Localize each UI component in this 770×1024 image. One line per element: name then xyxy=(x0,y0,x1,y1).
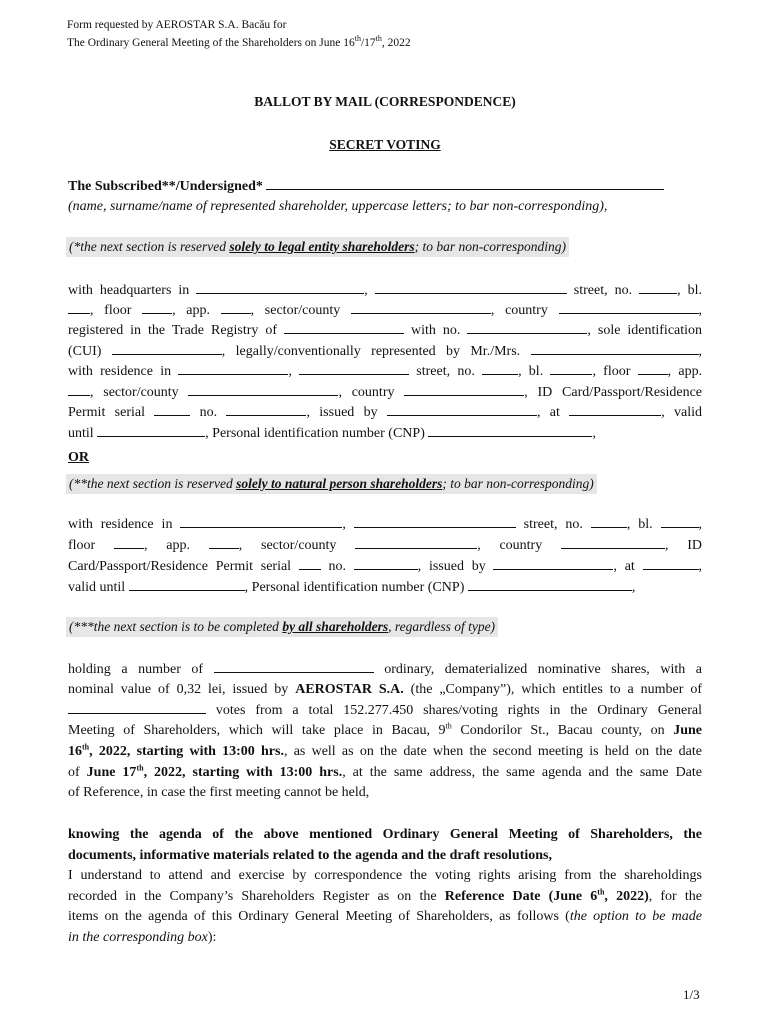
representative-country-field[interactable] xyxy=(404,382,524,396)
id-issued-at-field[interactable] xyxy=(643,556,699,570)
residence-bl-field[interactable] xyxy=(661,514,699,528)
representative-residence-field[interactable] xyxy=(178,361,288,375)
cui-field[interactable] xyxy=(112,341,222,355)
holding-line-5: 16th, 2022, starting with 13:00 hrs., as well as on the date when the second meeting is held on the date xyxy=(68,742,702,759)
representative-county-field[interactable] xyxy=(188,382,338,396)
votes-count-field[interactable] xyxy=(68,700,206,714)
headquarters-bl-field[interactable] xyxy=(68,300,90,314)
legal-line-3: registered in the Trade Registry of with no. , sole identification xyxy=(68,320,702,341)
shares-count-field[interactable] xyxy=(214,659,374,673)
representative-no-field[interactable] xyxy=(482,361,518,375)
holding-line-3: votes from a total 152.277.450 shares/voting rights in the Ordinary General xyxy=(68,700,702,721)
representative-street-field[interactable] xyxy=(299,361,409,375)
holding-line-1: holding a number of ordinary, dematerialized nominative shares, with a xyxy=(68,659,702,680)
legal-line-2: , floor , app. , sector/county , country , xyxy=(68,300,702,321)
understand-line-3: items on the agenda of this Ordinary General Meeting of Shareholders, as follows (the option to be made xyxy=(68,909,702,924)
form-header-line1: Form requested by AEROSTAR S.A. Bacău for xyxy=(67,19,287,31)
legal-line-8: until , Personal identification number (CNP) , xyxy=(68,423,702,444)
or-separator: OR xyxy=(68,450,89,465)
understand-line-1: I understand to attend and exercise by correspondence the voting rights arising from the shareholdings xyxy=(68,868,702,883)
residence-no-field[interactable] xyxy=(591,514,627,528)
representative-name-field[interactable] xyxy=(531,341,699,355)
holding-line-6: of June 17th, 2022, starting with 13:00 hrs., at the same address, the same agenda and the same Date xyxy=(68,763,702,780)
id-number-field[interactable] xyxy=(354,556,418,570)
legal-line-1: with headquarters in , street, no. , bl. xyxy=(68,280,702,301)
permit-valid-until-field[interactable] xyxy=(97,423,205,437)
residence-floor-field[interactable] xyxy=(114,535,144,549)
permit-number-field[interactable] xyxy=(226,402,306,416)
headquarters-no-field[interactable] xyxy=(639,280,677,294)
secret-voting-subtitle: SECRET VOTING xyxy=(329,137,441,152)
natural-line-4: valid until , Personal identification number (CNP) , xyxy=(68,577,702,598)
knowing-line-1: knowing the agenda of the above mentioned Ordinary General Meeting of Shareholders, the xyxy=(68,827,702,842)
form-header-line2: The Ordinary General Meeting of the Shareholders on June 16th/17th, 2022 xyxy=(67,34,411,49)
subscribed-line: The Subscribed**/Undersigned* xyxy=(68,176,702,197)
headquarters-floor-field[interactable] xyxy=(142,300,172,314)
headquarters-app-field[interactable] xyxy=(221,300,251,314)
permit-serial-field[interactable] xyxy=(154,402,190,416)
knowing-line-2: documents, informative materials related to the agenda and the draft resolutions, xyxy=(68,848,552,863)
natural-person-note: (**the next section is reserved solely to natural person shareholders; to bar non-corresponding) xyxy=(66,474,597,494)
subscribed-hint: (name, surname/name of represented shareholder, uppercase letters; to bar non-corresponding), xyxy=(68,199,608,214)
representative-cnp-field[interactable] xyxy=(428,423,592,437)
id-issued-by-field[interactable] xyxy=(493,556,613,570)
headquarters-country-field[interactable] xyxy=(559,300,699,314)
residence-city-field[interactable] xyxy=(180,514,342,528)
holding-line-4: Meeting of Shareholders, which will take place in Bacau, 9th Condorilor St., Bacau county, on June xyxy=(68,721,702,738)
legal-line-7: Permit serial no. , issued by , at , valid xyxy=(68,402,702,423)
ballot-title: BALLOT BY MAIL (CORRESPONDENCE) xyxy=(254,94,516,109)
legal-line-5: with residence in , street, no. , bl. , floor , app. xyxy=(68,361,702,382)
residence-app-field[interactable] xyxy=(209,535,239,549)
legal-line-6: , sector/county , country , ID Card/Passport/Residence xyxy=(68,382,702,403)
representative-bl-field[interactable] xyxy=(550,361,592,375)
page-number: 1/3 xyxy=(683,987,700,1002)
holding-line-7: of Reference, in case the first meeting cannot be held, xyxy=(68,785,370,800)
residence-street-field[interactable] xyxy=(354,514,516,528)
headquarters-city-field[interactable] xyxy=(196,280,364,294)
natural-line-3: Card/Passport/Residence Permit serial no. , issued by , at , xyxy=(68,556,702,577)
understand-line-4: in the corresponding box): xyxy=(68,930,217,945)
legal-line-4: (CUI) , legally/conventionally represented by Mr./Mrs. , xyxy=(68,341,702,362)
subscribed-name-field[interactable] xyxy=(266,176,664,190)
representative-floor-field[interactable] xyxy=(638,361,668,375)
holding-line-2: nominal value of 0,32 lei, issued by AEROSTAR S.A. (the „Company”), which entitles to a number of xyxy=(68,682,702,697)
all-shareholders-note: (***the next section is to be completed by all shareholders, regardless of type) xyxy=(66,617,498,637)
headquarters-street-field[interactable] xyxy=(375,280,567,294)
permit-issued-at-field[interactable] xyxy=(569,402,661,416)
representative-app-field[interactable] xyxy=(68,382,90,396)
id-valid-until-field[interactable] xyxy=(129,577,245,591)
natural-line-2: floor , app. , sector/county , country , ID xyxy=(68,535,702,556)
trade-registry-field[interactable] xyxy=(284,320,404,334)
natural-line-1: with residence in , street, no. , bl. , xyxy=(68,514,702,535)
residence-country-field[interactable] xyxy=(561,535,665,549)
legal-entity-note: (*the next section is reserved solely to legal entity shareholders; to bar non-corresponding) xyxy=(66,237,569,257)
residence-county-field[interactable] xyxy=(355,535,477,549)
headquarters-county-field[interactable] xyxy=(351,300,491,314)
permit-issued-by-field[interactable] xyxy=(387,402,537,416)
understand-line-2: recorded in the Company’s Shareholders Register as on the Reference Date (June 6th, 2022), for the xyxy=(68,887,702,904)
id-serial-field[interactable] xyxy=(299,556,321,570)
shareholder-cnp-field[interactable] xyxy=(468,577,632,591)
registry-number-field[interactable] xyxy=(467,320,587,334)
